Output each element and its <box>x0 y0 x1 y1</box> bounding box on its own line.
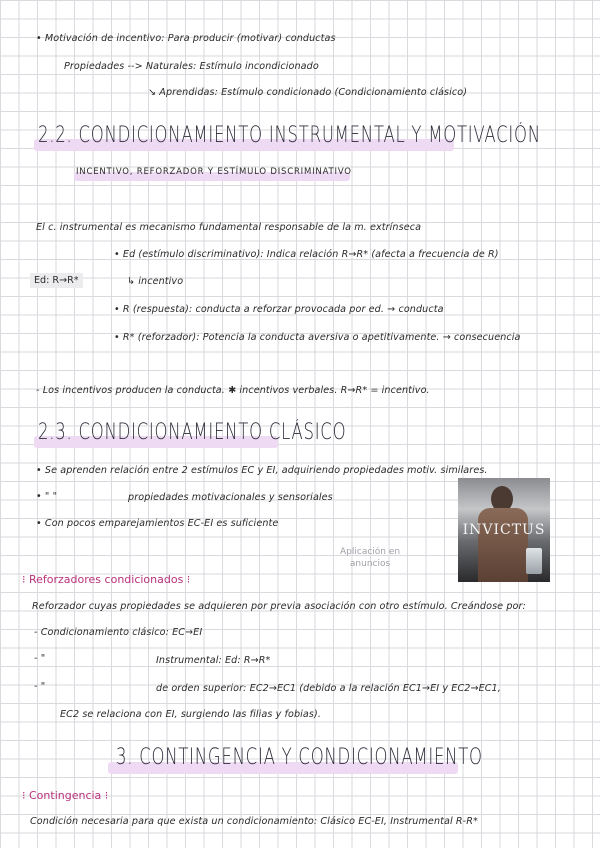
bullet-motivacion-incentivo: • Motivación de incentivo: Para producir (motivar) conductas <box>36 33 336 44</box>
propiedades-aprendidas: ↘ Aprendidas: Estímulo condicionado (Condicionamiento clásico) <box>148 87 468 98</box>
orden-superior: de orden superior: EC2→EC1 (debido a la relación EC1→EI y EC2→EC1, <box>156 683 501 694</box>
ed-relation-box: Ed: R→R* <box>30 273 83 288</box>
bullet-ditto: • " " <box>36 491 58 502</box>
cond-clasico: - Condicionamiento clásico: EC→EI <box>34 627 203 638</box>
contingencia-title: ⁝ Contingencia ⁝ <box>22 789 109 802</box>
reforzadores-title: ⁝ Reforzadores condicionados ⁝ <box>22 573 191 586</box>
bullet-reforzador: • R* (reforzador): Potencia la conducta aversiva o apetitivamente. → consecuencia <box>114 332 521 343</box>
perfume-ad-image <box>458 478 550 582</box>
heading-3: 3. CONTINGENCIA Y CONDICIONAMIENTO <box>116 745 483 770</box>
paragraph-c-instrumental: El c. instrumental es mecanismo fundamental responsable de la m. extrínseca <box>36 222 422 233</box>
ec2-relacion: EC2 se relaciona con EI, surgiendo las filias y fobias). <box>60 709 322 720</box>
paragraph-incentivos: - Los incentivos producen la conducta. ✱ incentivos verbales. R→R* = incentivo. <box>36 385 430 396</box>
incentivo-arrow: ↳ incentivo <box>127 276 184 287</box>
subheading-incentivo: INCENTIVO, REFORZADOR Y ESTÍMULO DISCRIMINATIVO <box>76 167 352 177</box>
reforzador-definicion: Reforzador cuyas propiedades se adquieren por previa asociación con otro estímulo. Creándose por: <box>32 601 526 612</box>
bullet-emparejamientos: • Con pocos emparejamientos EC-EI es suficiente <box>36 518 279 529</box>
propiedades-sensoriales: propiedades motivacionales y sensoriales <box>128 492 333 503</box>
bullet-se-aprenden: • Se aprenden relación entre 2 estímulos EC y EI, adquiriendo propiedades motiv. similares. <box>36 465 488 476</box>
propiedades-naturales: Propiedades --> Naturales: Estímulo incondicionado <box>64 61 319 72</box>
note-aplicacion-anuncios: Aplicación en anuncios <box>340 547 401 569</box>
invictus-brand-text: INVICTUS <box>462 522 546 538</box>
bullet-respuesta: • R (respuesta): conducta a reforzar provocada por ed. → conducta <box>114 304 444 315</box>
ditto-2: - " <box>34 681 46 692</box>
bullet-ed: • Ed (estímulo discriminativo): Indica relación R→R* (afecta a frecuencia de R) <box>114 249 499 260</box>
contingencia-definicion: Condición necesaria para que exista un condicionamiento: Clásico EC-EI, Instrumental R-R* <box>30 816 478 827</box>
heading-2-3: 2.3. CONDICIONAMIENTO CLÁSICO <box>38 420 347 445</box>
ditto-1: - " <box>34 653 46 664</box>
instrumental-ed: Instrumental: Ed: R→R* <box>156 655 271 666</box>
heading-2-2: 2.2. CONDICIONAMIENTO INSTRUMENTAL Y MOTIVACIÓN <box>38 123 541 148</box>
